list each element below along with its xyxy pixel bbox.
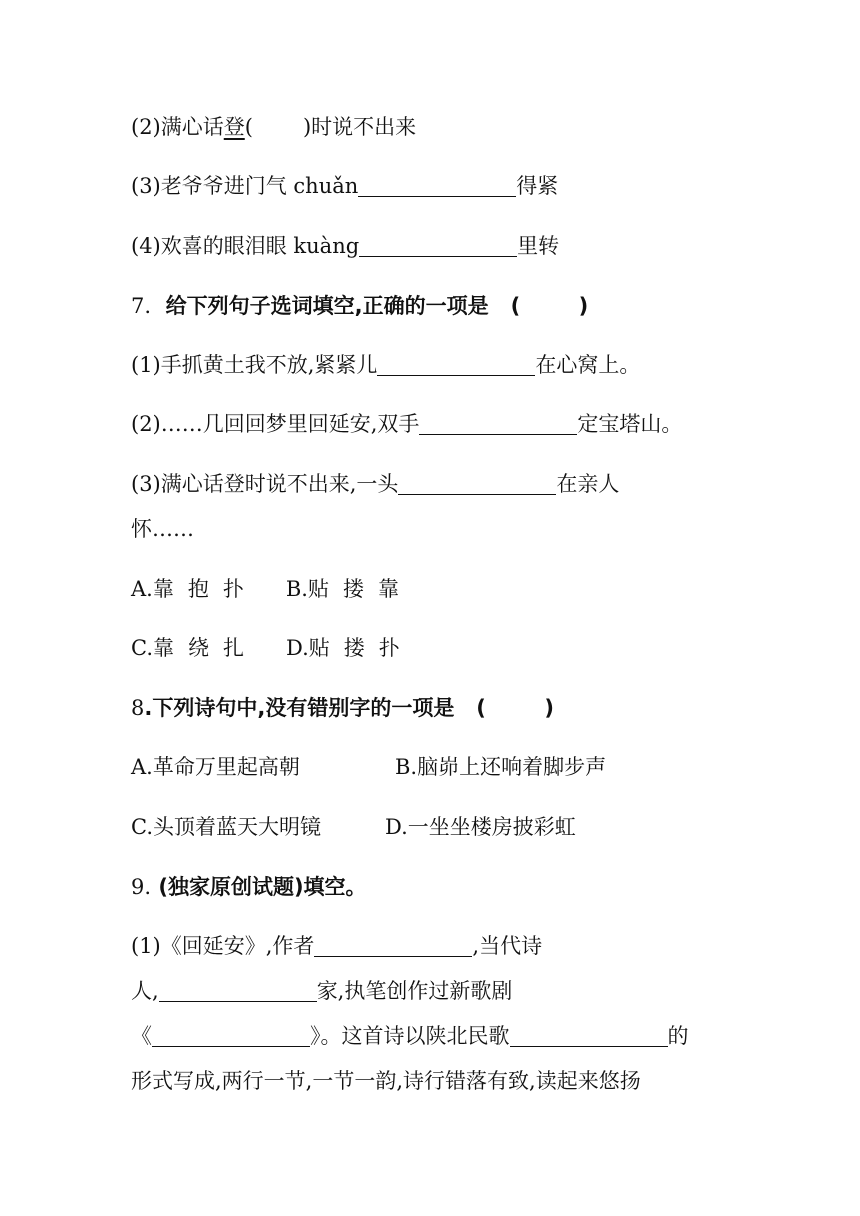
answer-blank[interactable] [398,472,556,495]
answer-blank[interactable] [377,353,535,376]
option-d[interactable]: D.一坐坐楼房披彩虹 [385,815,576,839]
answer-blank[interactable] [152,1024,310,1047]
underlined-char: 登 [223,115,245,139]
option-b[interactable]: B.脑峁上还响着脚步声 [395,755,607,779]
answer-paren[interactable]: ( ) [510,294,589,318]
option-d[interactable]: D.贴 [286,636,330,660]
sentence-3-pinyin: (3)老爷爷进门气 chuǎn 得紧 [131,174,559,198]
q9-line-2: 人, 家,执笔创作过新歌剧 [131,979,513,1003]
q8-options-ab [131,752,606,782]
question-8: 8.下列诗句中,没有错别字的一项是 ( ) [131,696,554,720]
answer-blank[interactable] [419,412,577,435]
question-9: 9. (独家原创试题)填空。 [131,875,367,899]
answer-blank[interactable] [314,934,472,957]
q7-sentence-1: (1)手抓黄土我不放,紧紧儿 在心窝上。 [131,353,641,377]
answer-paren[interactable]: ( ) [476,696,554,720]
q7-sentence-3-cont: 怀…… [131,517,194,541]
q7-options-cd: C.靠 绕 扎 D.贴 搂 扑 [131,636,400,660]
q7-options-ab: A.靠 抱 扑 B.贴 搂 靠 [131,577,399,601]
q7-sentence-3: (3)满心话登时说不出来,一头 在亲人 [131,472,620,496]
q7-sentence-2: (2)……几回回梦里回延安,双手 定宝塔山。 [131,412,683,436]
answer-blank[interactable] [358,174,516,197]
q9-line-1: (1)《回延安》,作者 ,当代诗 [131,934,543,958]
option-a[interactable]: A.靠 [131,577,174,601]
q9-line-3: 《 》。这首诗以陕北民歌 的 [131,1024,689,1048]
question-7: 7. 给下列句子选词填空,正确的一项是 ( ) [131,294,589,318]
sentence-4-pinyin: (4)欢喜的眼泪眼 kuàng 里转 [131,234,560,258]
answer-blank[interactable] [510,1024,668,1047]
q9-line-4: 形式写成,两行一节,一节一韵,诗行错落有致,读起来悠扬 [131,1069,641,1093]
answer-blank[interactable] [159,979,317,1002]
option-b[interactable]: B.贴 [285,577,329,601]
option-a[interactable]: A.革命万里起高朝 [131,755,300,779]
answer-blank[interactable] [359,234,517,257]
q8-options-cd [131,812,576,842]
option-c[interactable]: C.靠 [131,636,174,660]
option-c[interactable]: C.头顶着蓝天大明镜 [131,815,321,839]
sentence-2-zhuyin: (2)满心话登( )时说不出来 [131,115,417,139]
